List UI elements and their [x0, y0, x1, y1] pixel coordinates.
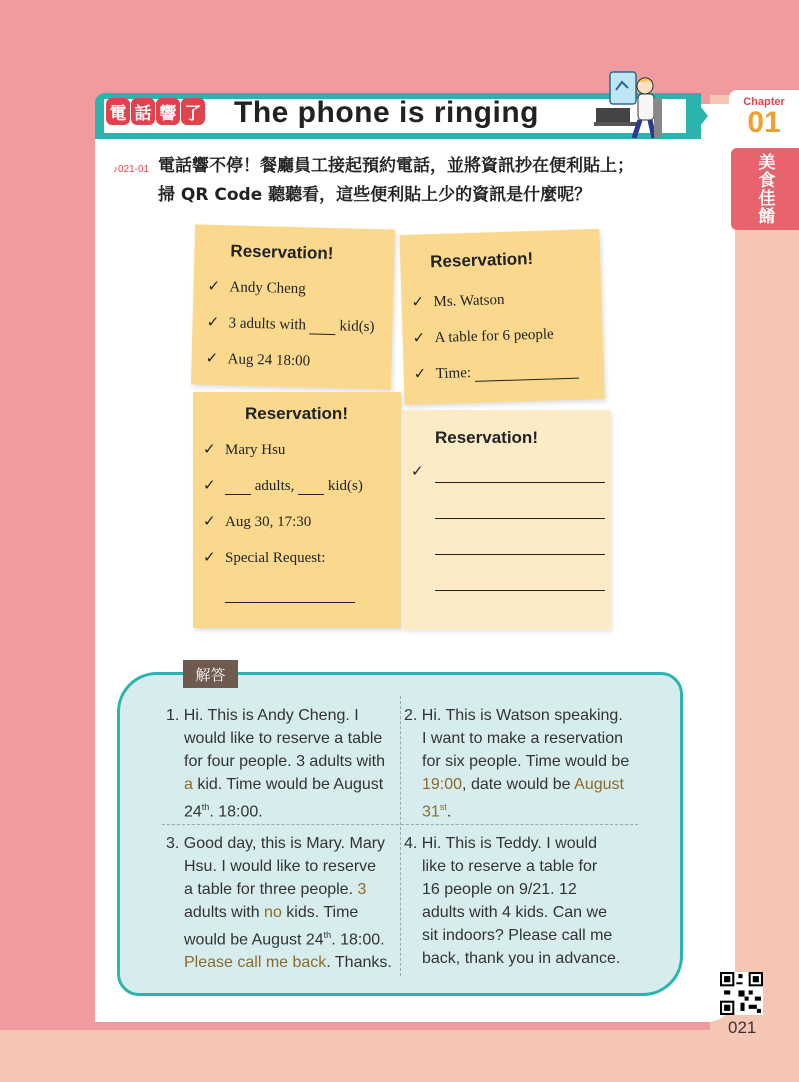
page-number: 021 [728, 1018, 757, 1037]
sticky-note-1 [191, 224, 395, 389]
note-item [435, 574, 605, 591]
checkmark-icon: ✓ [205, 350, 219, 368]
note-item: ✓ Time: [413, 360, 579, 384]
chapter-label: Chapter [743, 96, 785, 108]
fill-in-blank [435, 468, 605, 483]
answer-3: 3. Good day, this is Mary. Mary Hsu. I would like to reserve a table for three people. 3 adults with no kids. Time would be August 24th. 18:00. Please call me back. Thanks. [166, 835, 392, 972]
checkmark-icon: ✓ [203, 550, 216, 566]
audio-track-label: ♪021-01 [113, 164, 150, 175]
note-item: ✓ adults, kid(s) [203, 478, 363, 494]
answer-4: 4. Hi. This is Teddy. I would like to reserve a table for 16 people on 9/21. 12 adults with 4 kids. Can we sit indoors? Please call me back, thank you in advance. [404, 835, 621, 967]
header-tag-char: 響 [156, 98, 180, 125]
note-heading: Reservation! [230, 241, 334, 264]
answer-2: 2. Hi. This is Watson speaking. I want to make a reservation for six people. Time would be 19:00, date would be August 31st. [404, 707, 630, 821]
fill-in-blank [310, 319, 336, 335]
instructions-line: 掃 QR Code 聽聽看，這些便利貼上少的資訊是什麼呢？ [158, 185, 592, 205]
note-item: ✓ Andy Cheng [207, 278, 306, 298]
chapter-tab [729, 90, 799, 148]
bottom-margin-strip [0, 1030, 799, 1082]
instructions-line: 電話響不停！餐廳員工接起預約電話，並將資訊抄在便利貼上； [158, 156, 634, 176]
note-heading: Reservation! [245, 404, 348, 423]
note-item [411, 462, 433, 481]
header-tag [106, 98, 205, 125]
checkmark-icon: ✓ [411, 464, 424, 480]
fill-in-blank [435, 576, 605, 591]
note-item: ✓ Aug 30, 17:30 [203, 514, 312, 530]
header-banner-tip [690, 93, 708, 139]
header-tag-char: 話 [131, 98, 155, 125]
checkmark-icon: ✓ [207, 278, 221, 296]
note-item: ✓ Mary Hsu [203, 442, 286, 458]
fill-in-blank [225, 588, 355, 603]
checkmark-icon: ✓ [203, 514, 216, 530]
header-tag-char: 電 [106, 98, 130, 125]
header-tag-char: 了 [181, 98, 205, 125]
note-item: ✓ Special Request: [203, 550, 326, 566]
note-item [225, 586, 355, 603]
note-item: ✓ Aug 24 18:00 [205, 350, 311, 370]
checkmark-icon: ✓ [412, 330, 426, 347]
checkmark-icon: ✓ [206, 314, 220, 332]
chapter-title: 美食佳餚 [754, 153, 775, 225]
chapter-title-tab [731, 148, 799, 230]
note-item [435, 502, 605, 519]
note-item: ✓ Ms. Watson [411, 291, 505, 311]
fill-in-blank [435, 540, 605, 555]
chapter-number: 01 [747, 106, 781, 139]
checkmark-icon: ✓ [413, 366, 427, 383]
instructions [158, 152, 634, 210]
sticky-note-3 [193, 392, 401, 628]
checkmark-icon: ✓ [203, 442, 216, 458]
answer-divider-vertical [400, 696, 401, 976]
sticky-note-4 [403, 410, 611, 630]
fill-in-blank [435, 504, 605, 519]
checkmark-icon: ✓ [203, 478, 216, 494]
note-item: ✓ 3 adults with kid(s) [206, 314, 375, 336]
answer-1: 1. Hi. This is Andy Cheng. I would like to reserve a table for four people. 3 adults with a kid. Time would be August 24th. 18:00. [166, 707, 386, 821]
answer-divider-horizontal [162, 824, 638, 825]
checkmark-icon: ✓ [411, 294, 425, 311]
sticky-note-2 [399, 229, 604, 405]
note-item: ✓ A table for 6 people [412, 326, 554, 347]
person-at-computer-illustration [588, 70, 668, 142]
qr-code-icon[interactable] [720, 972, 763, 1015]
page-title: The phone is ringing [234, 96, 539, 129]
note-heading: Reservation! [429, 248, 534, 272]
fill-in-blank [298, 480, 324, 495]
answer-tab: 解答 [183, 660, 238, 688]
fill-in-blank [225, 480, 251, 495]
note-item [435, 466, 605, 483]
note-item [435, 538, 605, 555]
fill-in-blank [475, 364, 579, 382]
note-heading: Reservation! [435, 428, 538, 447]
